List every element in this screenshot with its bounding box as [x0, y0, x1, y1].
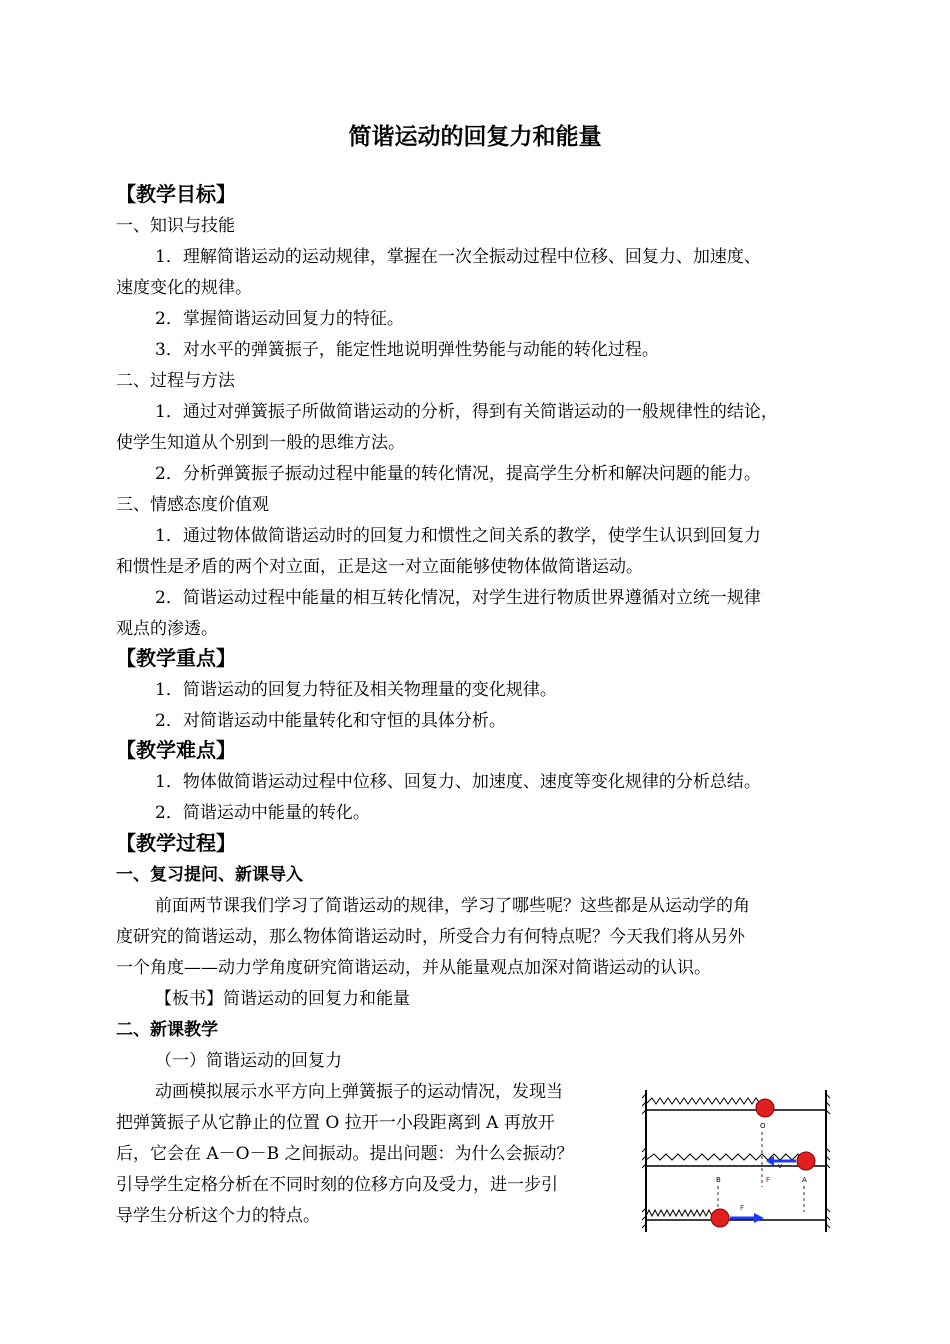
emotion-label: 三、情感态度价值观	[116, 495, 269, 515]
process-heading: 【教学过程】	[116, 831, 236, 855]
part2-paragraph-line-5: 导学生分析这个力的特点。	[116, 1206, 320, 1226]
difficulties-heading: 【教学难点】	[116, 738, 236, 762]
process-item-1: 1．通过对弹簧振子所做简谐运动的分析，得到有关简谐运动的一般规律性的结论，	[155, 402, 778, 422]
label-v: v	[778, 1162, 783, 1170]
key-point-1: 1．简谐运动的回复力特征及相关物理量的变化规律。	[155, 680, 557, 700]
part2-subheading: （一）简谐运动的回复力	[155, 1051, 342, 1071]
label-b: B	[716, 1176, 721, 1184]
knowledge-item-3: 3．对水平的弹簧振子，能定性地说明弹性势能与动能的转化过程。	[155, 340, 659, 360]
part1-label: 一、复习提问、新课导入	[116, 865, 303, 885]
label-o: O	[760, 1122, 766, 1130]
key-points-heading: 【教学重点】	[116, 646, 236, 670]
spring-3	[646, 1210, 712, 1216]
spring-1	[646, 1098, 760, 1104]
part2-paragraph-line-3: 后，它会在 A－O－B 之间振动。提出问题：为什么会振动？	[116, 1144, 574, 1164]
board-note: 【板书】简谐运动的回复力和能量	[155, 989, 410, 1009]
force-arrowhead-3	[754, 1213, 764, 1223]
part2-label: 二、新课教学	[116, 1020, 218, 1040]
emotion-item-1-cont: 和惯性是矛盾的两个对立面，正是这一对立面能够使物体做简谐运动。	[116, 557, 643, 577]
emotion-item-2: 2．简谐运动过程中能量的相互转化情况，对学生进行物质世界遵循对立统一规律	[155, 588, 761, 608]
difficulty-1: 1．物体做简谐运动过程中位移、回复力、加速度、速度等变化规律的分析总结。	[155, 772, 761, 792]
part1-paragraph-line-2: 度研究的简谐运动，那么物体简谐运动时，所受合力有何特点呢？今天我们将从另外	[116, 927, 745, 947]
document-title: 简谐运动的回复力和能量	[348, 124, 602, 150]
process-label: 二、过程与方法	[116, 371, 235, 391]
part2-paragraph-line-4: 引导学生定格分析在不同时刻的位移方向及受力，进一步引	[116, 1175, 558, 1195]
spring-oscillator-figure	[642, 1082, 834, 1238]
label-a: A	[802, 1176, 807, 1184]
knowledge-label: 一、知识与技能	[116, 216, 235, 236]
knowledge-item-1: 1．理解简谐运动的运动规律，掌握在一次全振动过程中位移、回复力、加速度、	[155, 247, 761, 267]
objectives-heading: 【教学目标】	[116, 182, 236, 206]
label-f-1: F	[766, 1176, 771, 1184]
part2-paragraph-line-1: 动画模拟展示水平方向上弹簧振子的运动情况，发现当	[155, 1082, 563, 1102]
part2-paragraph-line-2: 把弹簧振子从它静止的位置 O 拉开一小段距离到 A 再放开	[116, 1113, 555, 1133]
knowledge-item-2: 2．掌握简谐运动回复力的特征。	[155, 309, 404, 329]
emotion-item-2-cont: 观点的渗透。	[116, 619, 218, 639]
part1-paragraph-line-1: 前面两节课我们学习了简谐运动的规律，学习了哪些呢？这些都是从运动学的角	[155, 896, 750, 916]
emotion-item-1: 1．通过物体做简谐运动时的回复力和惯性之间关系的教学，使学生认识到回复力	[155, 526, 761, 546]
label-f-2: F	[740, 1204, 745, 1212]
ball-3	[711, 1209, 729, 1227]
part1-paragraph-line-3: 一个角度——动力学角度研究简谐运动，并从能量观点加深对简谐运动的认识。	[116, 958, 711, 978]
difficulty-2: 2．简谐运动中能量的转化。	[155, 803, 370, 823]
process-item-1-cont: 使学生知道从个别到一般的思维方法。	[116, 433, 405, 453]
key-point-2: 2．对简谐运动中能量转化和守恒的具体分析。	[155, 711, 506, 731]
ball-2	[797, 1152, 815, 1170]
spring-2	[646, 1154, 800, 1160]
knowledge-item-1-cont: 速度变化的规律。	[116, 278, 252, 298]
process-item-2: 2．分析弹簧振子振动过程中能量的转化情况，提高学生分析和解决问题的能力。	[155, 464, 761, 484]
ball-1	[756, 1099, 774, 1117]
